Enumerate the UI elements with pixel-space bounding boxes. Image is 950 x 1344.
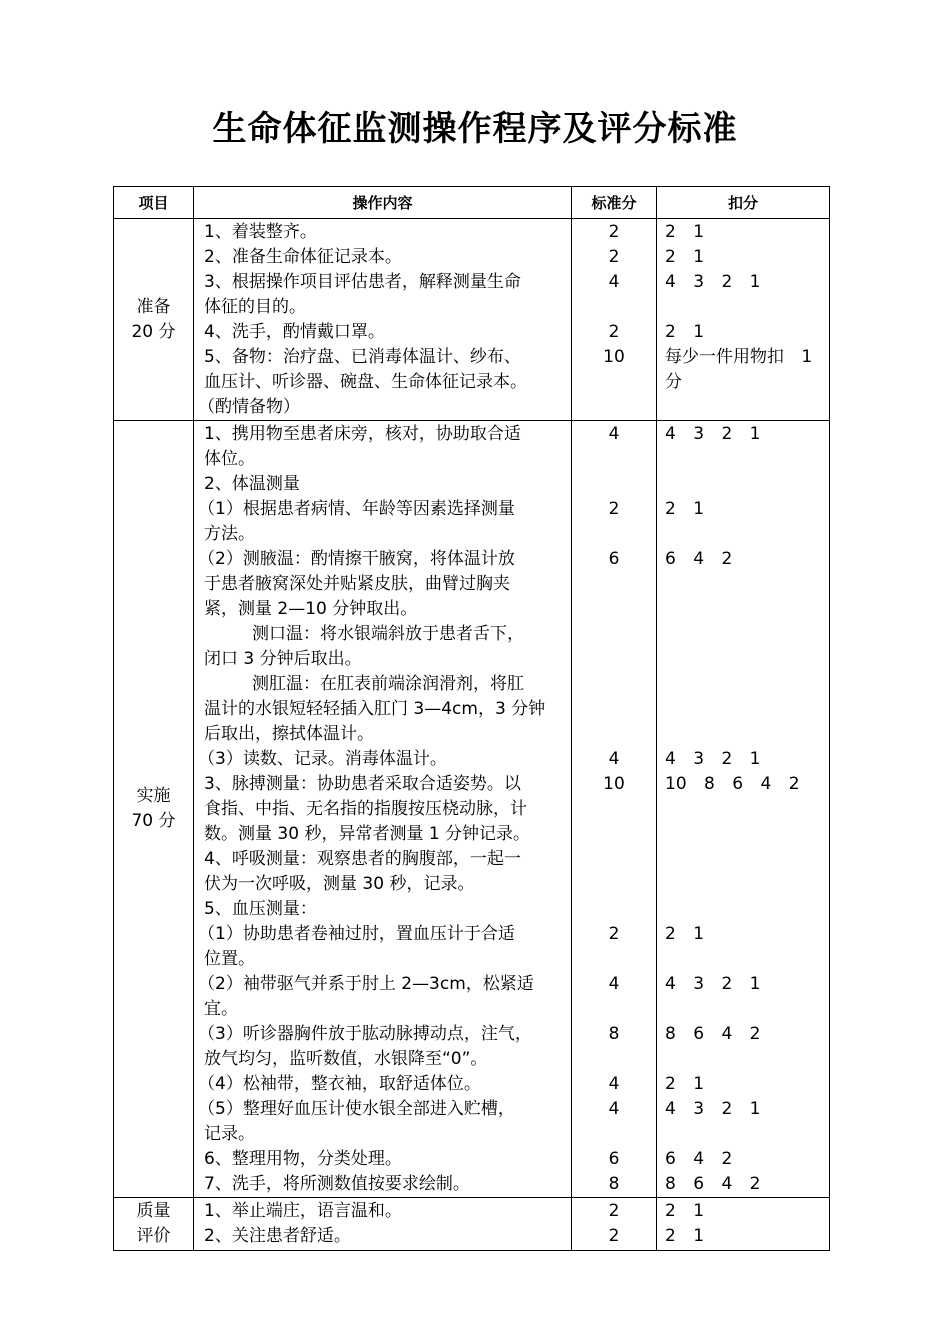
section-points: 20 分 <box>131 321 176 342</box>
deduction-value: 4 3 2 1 <box>665 272 761 292</box>
content-cell <box>194 421 572 1198</box>
deduction-value <box>657 697 829 722</box>
std-cell <box>572 421 657 1198</box>
content-line: （3）读数、记录。消毒体温计。 <box>198 749 447 769</box>
content-line: 4、呼吸测量：观察患者的胸腹部，一起一 <box>204 849 521 869</box>
header-item: 项目 <box>114 187 194 219</box>
header-content: 操作内容 <box>194 187 572 219</box>
standard-score-value: 10 <box>603 347 625 367</box>
standard-score-value: 6 <box>608 549 620 569</box>
deduction-value <box>657 997 829 1022</box>
deduction-value <box>657 622 829 647</box>
standard-score-value <box>572 697 656 722</box>
deduction-value <box>657 597 829 622</box>
page-title: 生命体征监测操作程序及评分标准 <box>212 109 738 149</box>
ded-cell <box>657 219 830 421</box>
ded-cell <box>657 1198 830 1251</box>
ded-cell <box>657 421 830 1198</box>
deduction-value <box>657 872 829 897</box>
standard-score-value <box>572 647 656 672</box>
header-standard-score: 标准分 <box>572 187 657 219</box>
standard-score-value <box>572 672 656 697</box>
standard-score-value: 2 <box>608 1226 620 1246</box>
content-line: 1、携用物至患者床旁，核对，协助取合适 <box>204 424 521 444</box>
standard-score-value <box>572 295 656 320</box>
content-line: 方法。 <box>204 524 255 544</box>
standard-score-value <box>572 447 656 472</box>
deduction-value: 2 1 <box>665 322 705 342</box>
deduction-value: 2 1 <box>665 222 705 242</box>
section-name: 质量 <box>136 1201 171 1221</box>
standard-score-value <box>572 997 656 1022</box>
content-line: 3、根据操作项目评估患者，解释测量生命 <box>204 272 521 292</box>
standard-score-value: 10 <box>603 774 625 794</box>
deduction-value: 6 4 2 <box>665 549 733 569</box>
content-line: （2）袖带驱气并系于肘上 2—3cm，松紧适 <box>198 974 534 994</box>
content-line: 闭口 3 分钟后取出。 <box>204 649 362 669</box>
standard-score-value <box>572 1122 656 1147</box>
content-line: 体征的目的。 <box>204 297 306 317</box>
section-row-preparation <box>114 219 830 421</box>
content-line: （1）根据患者病情、年龄等因素选择测量 <box>198 499 515 519</box>
standard-score-value <box>572 1047 656 1072</box>
deduction-value <box>657 572 829 597</box>
content-line: 于患者腋窝深处并贴紧皮肤，曲臂过胸夹 <box>204 574 510 594</box>
content-line: （1）协助患者卷袖过肘，置血压计于合适 <box>198 924 515 944</box>
deduction-value: 6 4 2 <box>665 1149 733 1169</box>
content-line: 7、洗手，将所测数值按要求绘制。 <box>204 1174 470 1194</box>
deduction-value: 4 3 2 1 <box>665 974 761 994</box>
standard-score-value <box>572 722 656 747</box>
deduction-value <box>657 947 829 972</box>
standard-score-value <box>572 872 656 897</box>
standard-score-value: 2 <box>608 924 620 944</box>
header-deduction: 扣分 <box>657 187 830 219</box>
content-line: 温计的水银短轻轻插入肛门 3—4cm，3 分钟 <box>204 699 546 719</box>
deduction-value: 4 3 2 1 <box>665 749 761 769</box>
standard-score-value: 4 <box>608 424 620 444</box>
deduction-value: 2 1 <box>665 1201 705 1221</box>
standard-score-value <box>572 897 656 922</box>
deduction-value: 8 6 4 2 <box>665 1174 761 1194</box>
standard-score-value <box>572 847 656 872</box>
content-line: （4）松袖带，整衣袖，取舒适体位。 <box>198 1074 481 1094</box>
deduction-value <box>657 472 829 497</box>
content-line: 食指、中指、无名指的指腹按压桡动脉，计 <box>204 799 527 819</box>
deduction-value: 4 3 2 1 <box>665 1099 761 1119</box>
section-row-quality-evaluation <box>114 1198 830 1251</box>
standard-score-value: 4 <box>608 272 620 292</box>
deduction-value <box>657 1122 829 1147</box>
content-line: （酌情备物） <box>198 397 300 417</box>
deduction-value <box>657 822 829 847</box>
content-line: 5、血压测量： <box>204 899 317 919</box>
standard-score-value <box>572 797 656 822</box>
standard-score-value: 4 <box>608 1099 620 1119</box>
deduction-value <box>657 722 829 747</box>
content-line: 位置。 <box>204 949 255 969</box>
content-line: （2）测腋温：酌情擦干腋窝，将体温计放 <box>198 549 515 569</box>
content-line: （5）整理好血压计使水银全部进入贮槽， <box>198 1099 515 1119</box>
standard-score-value: 8 <box>608 1024 620 1044</box>
scoring-table <box>113 186 830 1251</box>
standard-score-value: 2 <box>608 222 620 242</box>
content-line: 宜。 <box>204 999 238 1019</box>
standard-score-value <box>572 395 656 420</box>
deduction-value <box>657 797 829 822</box>
standard-score-value <box>572 597 656 622</box>
deduction-value <box>657 647 829 672</box>
content-line: 2、关注患者舒适。 <box>204 1226 351 1246</box>
std-cell <box>572 1198 657 1251</box>
standard-score-value <box>572 622 656 647</box>
deduction-value <box>657 522 829 547</box>
deduction-value: 8 6 4 2 <box>665 1024 761 1044</box>
content-line: 放气均匀，监听数值，水银降至“0”。 <box>204 1049 488 1069</box>
standard-score-value <box>572 572 656 597</box>
deduction-value: 每少一件用物扣 1 <box>665 347 813 367</box>
content-line: 记录。 <box>204 1124 255 1144</box>
content-line: 2、体温测量 <box>204 474 300 494</box>
section-points: 70 分 <box>131 811 176 831</box>
standard-score-value <box>572 522 656 547</box>
standard-score-value: 2 <box>608 322 620 342</box>
content-line: 5、备物：治疗盘、已消毒体温计、纱布、 <box>204 347 521 367</box>
standard-score-value: 4 <box>608 974 620 994</box>
content-line: 数。测量 30 秒，异常者测量 1 分钟记录。 <box>204 824 531 844</box>
standard-score-value <box>572 472 656 497</box>
content-line: 血压计、听诊器、碗盘、生命体征记录本。 <box>204 372 527 392</box>
content-cell <box>194 219 572 421</box>
content-line: 测肛温：在肛表前端涂润滑剂，将肛 <box>252 674 524 694</box>
section-points: 评价 <box>136 1226 171 1246</box>
content-line: 2、准备生命体征记录本。 <box>204 247 402 267</box>
standard-score-value <box>572 370 656 395</box>
content-line: 6、整理用物，分类处理。 <box>204 1149 402 1169</box>
deduction-value: 2 1 <box>665 1074 705 1094</box>
deduction-value <box>657 295 829 320</box>
deduction-value: 10 8 6 4 2 <box>665 774 800 794</box>
content-line: 1、着装整齐。 <box>204 222 317 242</box>
section-name: 准备 <box>136 296 171 317</box>
std-cell <box>572 219 657 421</box>
content-line: 测口温：将水银端斜放于患者舌下， <box>252 624 524 644</box>
deduction-value <box>657 395 829 420</box>
content-line: 后取出，擦拭体温计。 <box>204 724 374 744</box>
section-item-cell <box>114 421 194 1198</box>
deduction-value: 分 <box>665 372 682 392</box>
deduction-value <box>657 847 829 872</box>
standard-score-value: 6 <box>608 1149 620 1169</box>
standard-score-value: 4 <box>608 749 620 769</box>
section-row-implementation <box>114 421 830 1198</box>
deduction-value: 2 1 <box>665 247 705 267</box>
deduction-value: 2 1 <box>665 1226 705 1246</box>
content-line: 紧，测量 2—10 分钟取出。 <box>204 599 418 619</box>
content-line: 体位。 <box>204 449 255 469</box>
table-header-row <box>114 187 830 219</box>
standard-score-value <box>572 947 656 972</box>
deduction-value <box>657 897 829 922</box>
content-line: （3）听诊器胸件放于肱动脉搏动点，注气， <box>198 1024 532 1044</box>
deduction-value <box>657 672 829 697</box>
content-line: 4、洗手，酌情戴口罩。 <box>204 322 385 342</box>
content-cell <box>194 1198 572 1251</box>
standard-score-value: 2 <box>608 499 620 519</box>
section-item-cell <box>114 1198 194 1251</box>
deduction-value: 4 3 2 1 <box>665 424 761 444</box>
section-item-cell <box>114 219 194 421</box>
standard-score-value: 8 <box>608 1174 620 1194</box>
deduction-value <box>657 1047 829 1072</box>
standard-score-value <box>572 822 656 847</box>
deduction-value <box>657 447 829 472</box>
standard-score-value: 4 <box>608 1074 620 1094</box>
deduction-value: 2 1 <box>665 924 705 944</box>
content-line: 3、脉搏测量：协助患者采取合适姿势。以 <box>204 774 521 794</box>
standard-score-value: 2 <box>608 1201 620 1221</box>
deduction-value: 2 1 <box>665 499 705 519</box>
content-line: 伏为一次呼吸，测量 30 秒，记录。 <box>204 874 475 894</box>
section-name: 实施 <box>136 786 171 806</box>
standard-score-value: 2 <box>608 247 620 267</box>
content-line: 1、举止端庄，语言温和。 <box>204 1201 402 1221</box>
